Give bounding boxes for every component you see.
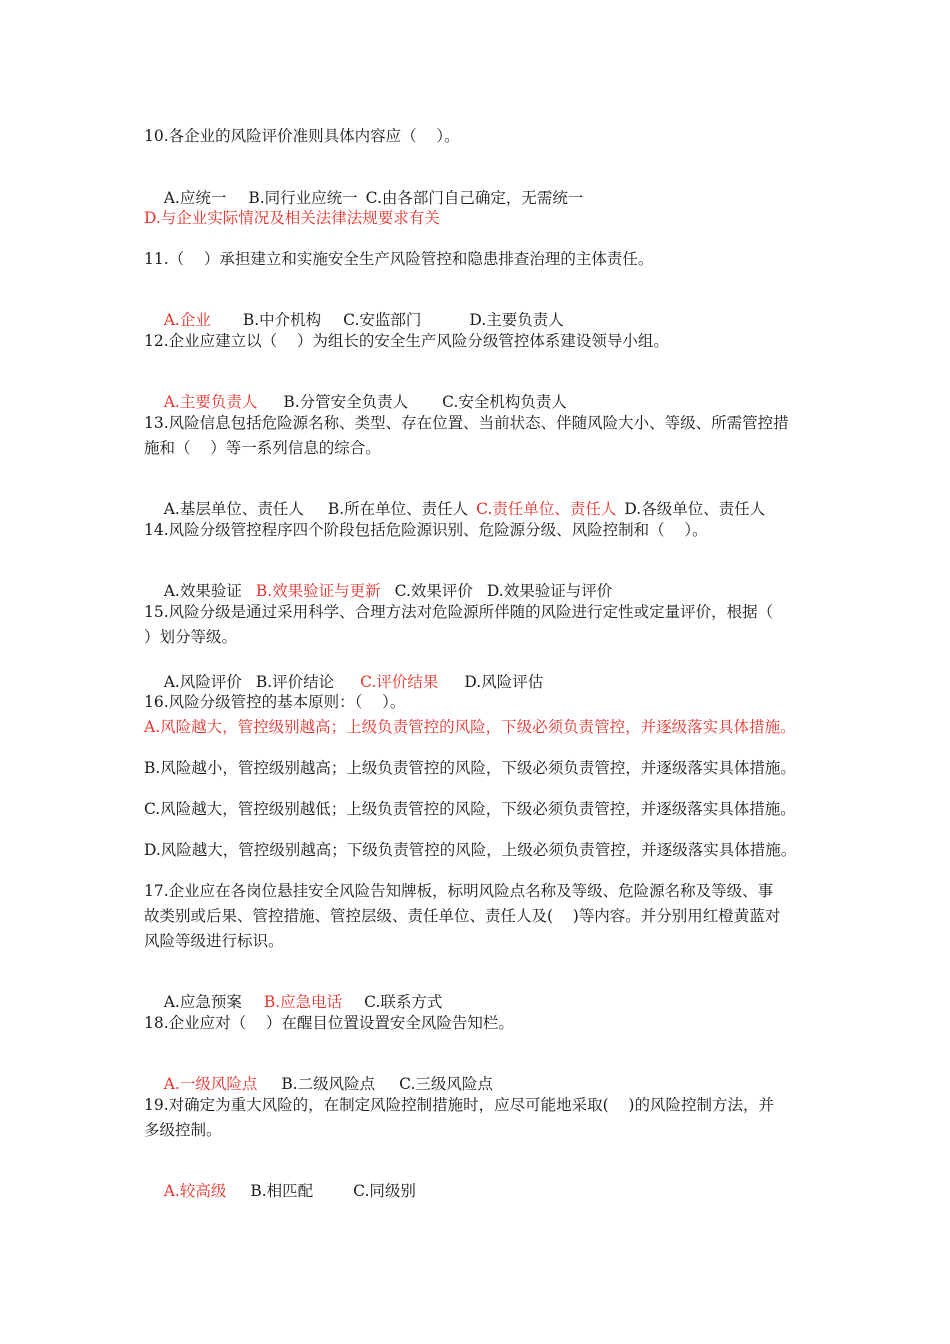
option-b: B.二级风险点 — [281, 1075, 376, 1093]
question-19-stem-line-1: 19.对确定为重大风险的，在制定风险控制措施时，应尽可能地采取( )的风险控制方法，并 — [144, 1096, 774, 1114]
option-d: D.风险评估 — [464, 673, 544, 691]
option-a-answer: A.主要负责人 — [163, 393, 258, 411]
option-a: A.应急预案 — [163, 993, 242, 1011]
option-b: B.同行业应统一 — [248, 189, 358, 207]
question-12-stem: 12.企业应建立以（ ）为组长的安全生产风险分级管控体系建设领导小组。 — [144, 332, 669, 350]
question-17-stem-line-1: 17.企业应在各岗位悬挂安全风险告知牌板，标明风险点名称及等级、危险源名称及等级、事 — [144, 882, 774, 900]
option-b: B.所在单位、责任人 — [327, 500, 469, 518]
option-d: D.效果验证与评价 — [486, 582, 613, 600]
option-b: B.中介机构 — [242, 311, 322, 329]
question-14-options — [144, 561, 613, 600]
option-a: A.效果验证 — [163, 582, 242, 600]
option-b: B.分管安全负责人 — [283, 393, 409, 411]
option-a: A.风险评价 — [163, 673, 242, 691]
question-10-answer-option-d: D.与企业实际情况及相关法律法规要求有关 — [144, 209, 440, 227]
question-11-stem: 11.（ ）承担建立和实施安全生产风险管控和隐患排查治理的主体责任。 — [144, 250, 654, 268]
question-12-options — [144, 372, 567, 411]
question-18-options — [144, 1054, 493, 1093]
option-c-answer: C.责任单位、责任人 — [476, 500, 617, 518]
option-c-answer: C.评价结果 — [360, 673, 439, 691]
question-14-stem: 14.风险分级管控程序四个阶段包括危险源识别、危险源分级、风险控制和（ ）。 — [144, 521, 708, 539]
option-d: D.各级单位、责任人 — [624, 500, 766, 518]
option-a: A.应统一 — [163, 189, 227, 207]
option-a-answer: A.较高级 — [163, 1182, 227, 1200]
question-16-stem: 16.风险分级管控的基本原则：（ ）。 — [144, 693, 406, 711]
question-11-options — [144, 290, 564, 329]
option-c: C.联系方式 — [364, 993, 443, 1011]
option-a-answer: A.企业 — [163, 311, 211, 329]
option-b: B.相匹配 — [250, 1182, 314, 1200]
option-d: D.主要负责人 — [469, 311, 564, 329]
option-b-answer: B.效果验证与更新 — [255, 582, 381, 600]
question-15-options — [144, 652, 544, 691]
question-16-option-d: D.风险越大，管控级别越高；下级负责管控的风险，上级必须负责管控，并逐级落实具体措施。 — [144, 841, 797, 859]
option-c: C.效果评价 — [394, 582, 473, 600]
question-15-stem-line-1: 15.风险分级是通过采用科学、合理方法对危险源所伴随的风险进行定性或定量评价，根据（ — [144, 603, 774, 621]
question-17-stem-line-3: 风险等级进行标识。 — [144, 932, 284, 950]
option-c: C.安监部门 — [343, 311, 422, 329]
question-16-option-c: C.风险越大，管控级别越低；上级负责管控的风险，下级必须负责管控，并逐级落实具体措施。 — [144, 800, 796, 818]
question-19-options — [144, 1161, 416, 1200]
option-b: B.评价结论 — [255, 673, 335, 691]
question-10-stem: 10.各企业的风险评价准则具体内容应（ ）。 — [144, 127, 460, 145]
question-17-stem-line-2: 故类别或后果、管控措施、管控层级、责任单位、责任人及( )等内容。并分别用红橙黄蓝对 — [144, 907, 781, 925]
question-16-answer-option-a: A.风险越大，管控级别越高；上级负责管控的风险，下级必须负责管控，并逐级落实具体措施。 — [144, 718, 796, 736]
question-13-options — [144, 479, 766, 518]
option-c: C.由各部门自己确定，无需统一 — [365, 189, 584, 207]
question-18-stem: 18.企业应对（ ）在醒目位置设置安全风险告知栏。 — [144, 1014, 514, 1032]
option-a-answer: A.一级风险点 — [163, 1075, 258, 1093]
option-b-answer: B.应急电话 — [263, 993, 343, 1011]
option-c: C.安全机构负责人 — [442, 393, 567, 411]
option-a: A.基层单位、责任人 — [163, 500, 304, 518]
option-c: C.同级别 — [353, 1182, 416, 1200]
question-13-stem-line-2: 施和（ ）等一系列信息的综合。 — [144, 439, 381, 457]
question-16-option-b: B.风险越小，管控级别越高；上级负责管控的风险，下级必须负责管控，并逐级落实具体措施。 — [144, 759, 796, 777]
question-13-stem-line-1: 13.风险信息包括危险源名称、类型、存在位置、当前状态、伴随风险大小、等级、所需管控措 — [144, 414, 789, 432]
option-c: C.三级风险点 — [399, 1075, 493, 1093]
question-10-options — [144, 168, 584, 207]
question-19-stem-line-2: 多级控制。 — [144, 1121, 222, 1139]
question-15-stem-line-2: ）划分等级。 — [144, 628, 238, 646]
question-17-options — [144, 972, 443, 1011]
